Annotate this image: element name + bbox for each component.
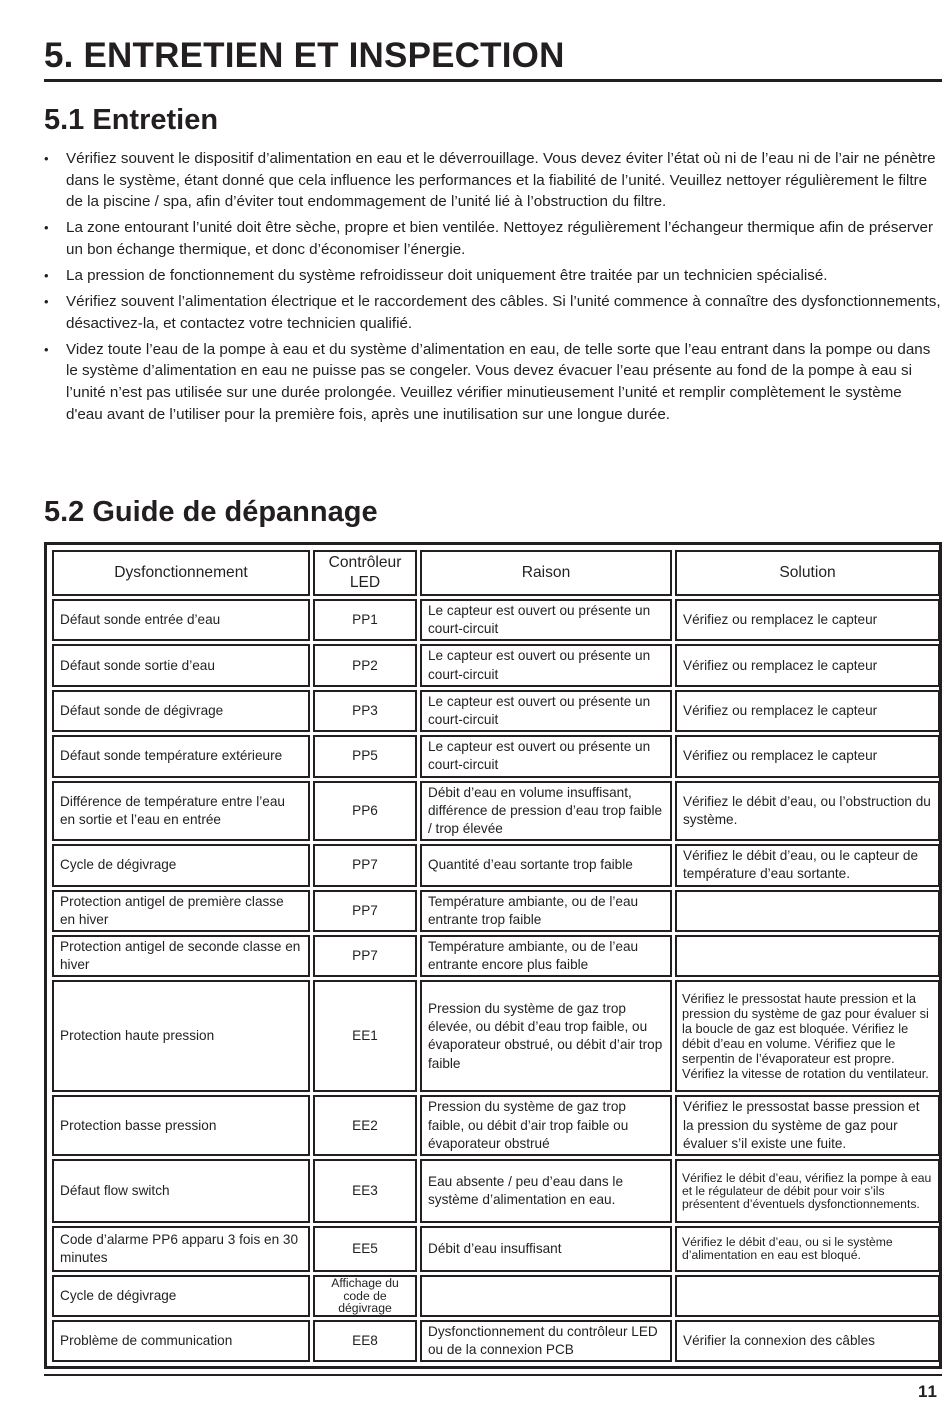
page-heading: 5. ENTRETIEN ET INSPECTION: [44, 36, 565, 75]
fault-cell: Protection antigel de première classe en hiver: [52, 890, 310, 932]
reason-cell: Quantité d’eau sortante trop faible: [420, 844, 672, 886]
footer-rule: [44, 1374, 942, 1376]
solution-cell: Vérifiez le pressostat basse pression et la pression du système de gaz pour évaluer s’il existe une fuite.: [675, 1095, 940, 1156]
fault-cell: Différence de température entre l’eau en sortie et l’eau en entrée: [52, 781, 310, 842]
code-cell: PP6: [313, 781, 417, 842]
list-item: • Vérifiez souvent le dispositif d’alimentation en eau et le déverrouillage. Vous devez éviter l’état où ni de l’eau ni de l’air ne pénètre dans le système, étant donné que cela influence les performances et la fiabilité de l’unité. Veuillez nettoyer régulièrement le filtre de la piscine / spa, afin d’éviter tout endommagement de l’unité lié à l’obstruction du filtre.: [44, 148, 942, 213]
table-row: [52, 1095, 940, 1156]
code-cell: PP5: [313, 735, 417, 777]
solution-cell: Vérifiez ou remplacez le capteur: [675, 644, 940, 686]
reason-cell: Le capteur est ouvert ou présente un court-circuit: [420, 644, 672, 686]
solution-cell: [675, 935, 940, 977]
reason-cell: Débit d’eau insuffisant: [420, 1226, 672, 1272]
fault-cell: Défaut flow switch: [52, 1159, 310, 1223]
code-cell: PP3: [313, 690, 417, 732]
table-row: [52, 1226, 940, 1272]
solution-cell: Vérifiez le pressostat haute pression et la pression du système de gaz pour évaluer si la boucle de gaz est bloquée. Vérifiez le débit d’eau en volume. Vérifiez que le serpentin de l’évaporateur est propre. Vérifiez la vitesse de rotation du ventilateur.: [675, 980, 940, 1092]
list-item: • La pression de fonctionnement du système refroidisseur doit uniquement être traitée par un technicien spécialisé.: [44, 265, 942, 287]
solution-cell: [675, 1275, 940, 1317]
solution-cell: Vérifiez le débit d’eau, ou le capteur de température d’eau sortante.: [675, 844, 940, 886]
reason-cell: Température ambiante, ou de l’eau entrante encore plus faible: [420, 935, 672, 977]
fault-cell: Problème de communication: [52, 1320, 310, 1362]
table-row: [52, 980, 940, 1092]
table-row: [52, 844, 940, 886]
maintenance-list: [44, 148, 942, 430]
reason-cell: Pression du système de gaz trop faible, ou débit d’air trop faible ou évaporateur obstrué: [420, 1095, 672, 1156]
code-cell: PP7: [313, 935, 417, 977]
table-row: [52, 890, 940, 932]
header-fault: Dysfonctionnement: [52, 550, 310, 596]
code-cell: PP1: [313, 599, 417, 641]
reason-cell: Le capteur est ouvert ou présente un court-circuit: [420, 599, 672, 641]
section-title-entretien: 5.1 Entretien: [44, 104, 219, 136]
table-row: [52, 690, 940, 732]
code-cell: EE1: [313, 980, 417, 1092]
reason-cell: Débit d’eau en volume insuffisant, différence de pression d’eau trop faible / trop élevée: [420, 781, 672, 842]
solution-cell: Vérifiez le débit d’eau, ou l’obstruction du système.: [675, 781, 940, 842]
code-cell: EE3: [313, 1159, 417, 1223]
solution-cell: [675, 890, 940, 932]
table-row: [52, 599, 940, 641]
page-number: 11: [918, 1382, 938, 1401]
table-row: [52, 1275, 940, 1317]
code-cell: Affichage du code de dégivrage: [313, 1275, 417, 1317]
fault-cell: Défaut sonde de dégivrage: [52, 690, 310, 732]
table-row: [52, 781, 940, 842]
section-title-depannage: 5.2 Guide de dépannage: [44, 496, 378, 528]
code-cell: PP7: [313, 890, 417, 932]
table-row: [52, 644, 940, 686]
reason-cell: Le capteur est ouvert ou présente un court-circuit: [420, 690, 672, 732]
code-cell: EE5: [313, 1226, 417, 1272]
table-header-row: [52, 550, 940, 596]
fault-cell: Cycle de dégivrage: [52, 1275, 310, 1317]
list-item: • Vérifiez souvent l’alimentation électrique et le raccordement des câbles. Si l’unité commence à connaître des dysfonctionnements, désactivez-la, et contactez votre technicien qualifié.: [44, 291, 942, 334]
table-row: [52, 1159, 940, 1223]
code-cell: PP2: [313, 644, 417, 686]
solution-cell: Vérifier la connexion des câbles: [675, 1320, 940, 1362]
code-cell: EE8: [313, 1320, 417, 1362]
solution-cell: Vérifiez ou remplacez le capteur: [675, 599, 940, 641]
list-item: • La zone entourant l’unité doit être sèche, propre et bien ventilée. Nettoyez régulièrement l’échangeur thermique afin de préserver un bon échange thermique, et donc d’économiser l’énergie.: [44, 217, 942, 260]
code-cell: PP7: [313, 844, 417, 886]
reason-cell: Température ambiante, ou de l’eau entrante trop faible: [420, 890, 672, 932]
list-item: • Videz toute l’eau de la pompe à eau et du système d’alimentation en eau, de telle sorte que l’eau entrant dans la pompe ou dans le système d’alimentation en eau ne puisse pas se congeler. Vous devez évacuer l’eau présente au fond de la pompe à eau si l’unité n’est pas utilisée sur une durée prolongée. Veuillez vérifier minutieusement l’unité et remplir complètement le système d'eau avant de l’utiliser pour la première fois, après une inutilisation sur une longue durée.: [44, 339, 942, 425]
solution-cell: Vérifiez ou remplacez le capteur: [675, 690, 940, 732]
reason-cell: Eau absente / peu d’eau dans le système d’alimentation en eau.: [420, 1159, 672, 1223]
fault-cell: Code d’alarme PP6 apparu 3 fois en 30 minutes: [52, 1226, 310, 1272]
fault-cell: Cycle de dégivrage: [52, 844, 310, 886]
fault-cell: Défaut sonde sortie d’eau: [52, 644, 310, 686]
reason-cell: Le capteur est ouvert ou présente un court-circuit: [420, 735, 672, 777]
header-reason: Raison: [420, 550, 672, 596]
troubleshooting-table: [49, 547, 943, 1365]
fault-cell: Défaut sonde température extérieure: [52, 735, 310, 777]
table-row: [52, 735, 940, 777]
table-row: [52, 935, 940, 977]
fault-cell: Protection antigel de seconde classe en hiver: [52, 935, 310, 977]
header-solution: Solution: [675, 550, 940, 596]
fault-cell: Défaut sonde entrée d’eau: [52, 599, 310, 641]
solution-cell: Vérifiez ou remplacez le capteur: [675, 735, 940, 777]
code-cell: EE2: [313, 1095, 417, 1156]
table-row: [52, 1320, 940, 1362]
fault-cell: Protection haute pression: [52, 980, 310, 1092]
troubleshooting-table-frame: [44, 542, 942, 1369]
reason-cell: [420, 1275, 672, 1317]
header-led: Contrôleur LED: [313, 550, 417, 596]
reason-cell: Dysfonctionnement du contrôleur LED ou de la connexion PCB: [420, 1320, 672, 1362]
heading-rule: [44, 79, 942, 82]
fault-cell: Protection basse pression: [52, 1095, 310, 1156]
solution-cell: Vérifiez le débit d’eau, vérifiez la pompe à eau et le régulateur de débit pour voir s’ils présentent d’éventuels dysfonctionnements.: [675, 1159, 940, 1223]
solution-cell: Vérifiez le débit d’eau, ou si le système d’alimentation en eau est bloqué.: [675, 1226, 940, 1272]
reason-cell: Pression du système de gaz trop élevée, ou débit d’eau trop faible, ou évaporateur obstrué, ou débit d’air trop faible: [420, 980, 672, 1092]
